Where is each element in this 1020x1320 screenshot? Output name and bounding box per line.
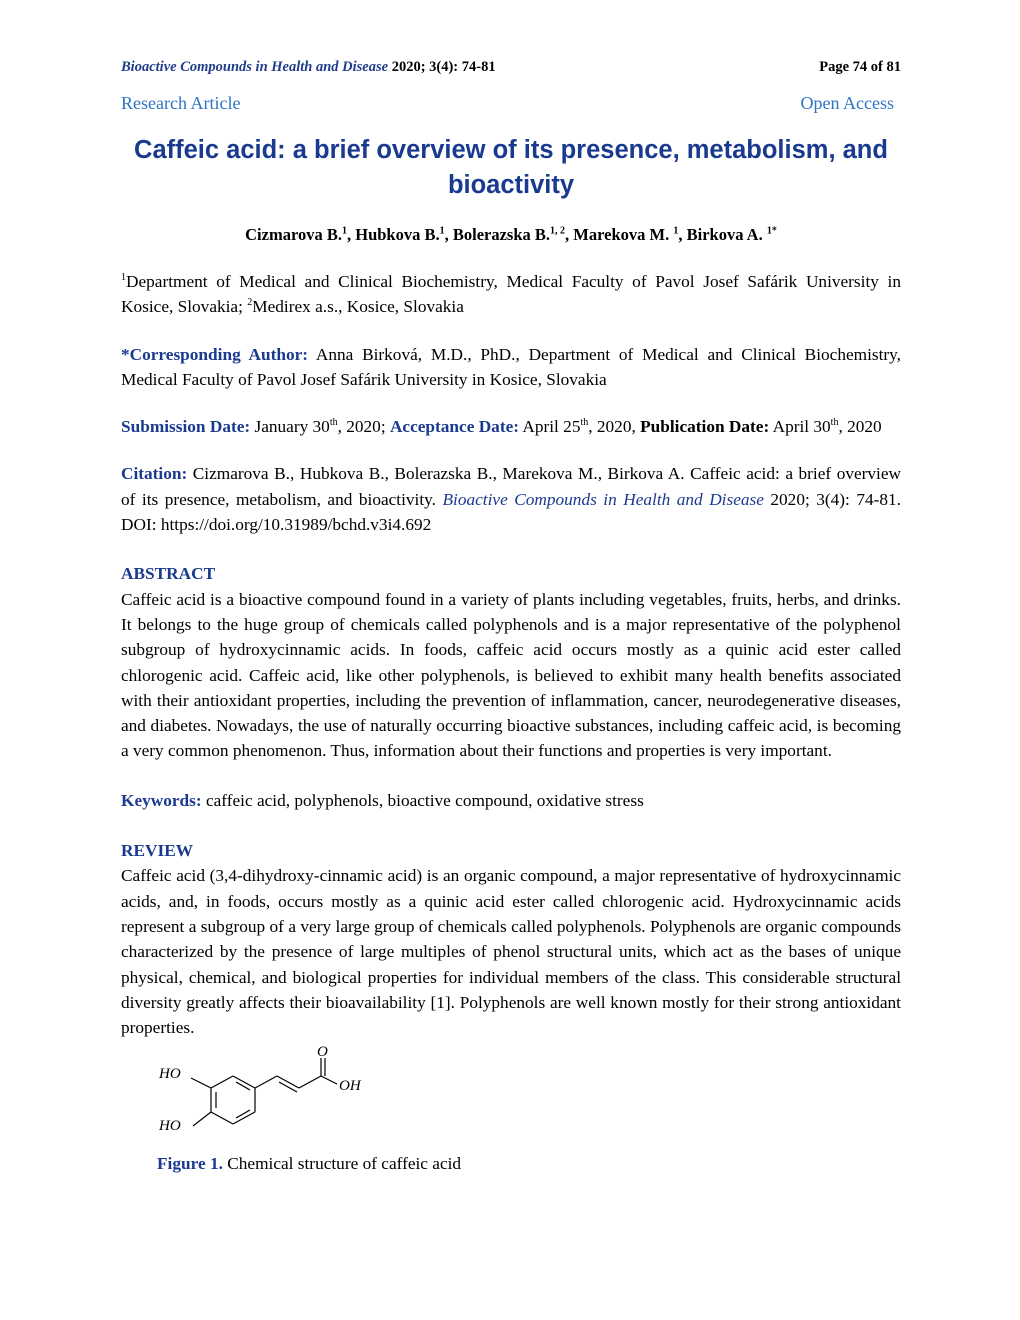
atom-label-oh: OH [339,1078,361,1095]
running-header [121,58,901,76]
review-text: Caffeic acid (3,4-dihydroxy-cinnamic acid) is an organic compound, a major representative of hydroxycinnamic acids, and, in foods, occurs mostly as a quinic acid ester called chlorogenic acid. Hydroxycinnamic acids represent a subgroup of a very large group of chemicals called polyphenols. Polyphenols are organic compounds characterized by the presence of large multiples of phenol structural units, which act as the bases of unique physical, chemical, and biological properties for individual members of the class. This considerable structural diversity greatly affects their bioavailability [1]. Polyphenols are well known mostly for their strong antioxidant properties. [121,866,901,1038]
author: Birkova A. [686,225,767,244]
figure-caption [157,1152,461,1176]
citation-journal: Bioactive Compounds in Health and Disease [442,489,764,509]
corresponding-text: Anna Birková, M.D., PhD., Department of Medical and Clinical Biochemistry, Medical Faculty of Pavol Josef Safárik University in Kosice, Slovakia [121,344,901,389]
citation-label: Citation: [121,464,188,484]
journal-citation [121,58,496,76]
open-access-label: Open Access [800,93,894,113]
publication-year: , 2020 [838,417,882,437]
acceptance-label: Acceptance Date: [389,417,520,437]
article-meta-row [121,92,901,114]
submission-year: , 2020; [337,417,390,437]
submission-label: Submission Date: [121,417,251,437]
title-line-2: bioactivity [447,171,575,199]
acceptance-date: April 25 [519,417,581,437]
atom-label-ho-top: HO [159,1066,181,1083]
affiliation-2: Medirex a.s., Kosice, Slovakia [252,297,464,317]
author: Hubkova B. [355,225,440,244]
citation-text: Cizmarova B., Hubkova B., Bolerazska B., Marekova M., Birkova A. Caffeic acid: a brief overview of its presence, metabolism, and bioactivity. [121,464,901,509]
figure-1 [121,1044,901,1174]
ordinal-suffix: th [329,417,338,429]
affiliation-1: Department of Medical and Clinical Biochemistry, Medical Faculty of Pavol Josef Safárik University in Kosice, Slovakia; [121,272,901,317]
author-affiliation: 1, 2 [550,225,566,237]
figure-caption-text: Chemical structure of caffeic acid [222,1154,462,1174]
page-number: Page 74 of 81 [819,59,901,75]
figure-label: Figure 1. [157,1154,223,1174]
article-type: Research Article [121,93,241,113]
article-title [121,133,901,203]
ordinal-suffix: th [580,417,589,429]
abstract-text: Caffeic acid is a bioactive compound found in a variety of plants including vegetables, fruits, herbs, and drinks. It belongs to the huge group of chemicals called polyphenols and is a major representative of the polyphenol subgroup of hydroxycinnamic acids. In foods, caffeic acid occurs mostly as a quinic acid ester called chlorogenic acid. Caffeic acid, like other polyphenols, is believed to exhibit many health benefits associated with their antioxidant properties, including the prevention of inflammation, cancer, neurodegenerative diseases, and diabetes. Nowadays, the use of naturally occurring bioactive substances, including caffeic acid, is becoming a very common phenomenon. Thus, information about their functions and properties is very important. [121,589,901,761]
publication-date: April 30 [769,417,831,437]
abstract-section [121,561,901,763]
keywords [121,788,901,813]
review-section [121,838,901,1040]
corresponding-author [121,342,901,393]
affiliation-marker: 2 [247,297,253,309]
publication-label: Publication Date: [640,417,770,437]
atom-label-o: O [317,1044,328,1061]
review-heading: REVIEW [121,841,194,861]
page [121,58,901,1173]
corresponding-label: *Corresponding Author: [121,344,309,364]
title-line-1: Caffeic acid: a brief overview of its presence, metabolism, and [134,136,888,164]
author: Cizmarova B. [245,225,342,244]
author: Marekova M. [573,225,674,244]
author-list: Cizmarova B.$^1$, Hubkova B.$^1$, Bolerazska B.$^{1, 2}$, Marekova M. $^1$, Birkova A. $^{1*}$ [245,225,777,244]
journal-name: Bioactive Compounds in Health and Disease [121,59,389,75]
acceptance-year: , 2020, [588,417,641,437]
abstract-heading: ABSTRACT [121,564,216,584]
affiliations [121,269,901,320]
ordinal-suffix: th [830,417,839,429]
author-affiliation: 1* [766,225,777,237]
volume-info: 2020; 3(4): 74-81 [388,59,496,75]
dates [121,414,901,439]
submission-date: January 30 [250,417,330,437]
keywords-text: caffeic acid, polyphenols, bioactive compound, oxidative stress [201,790,644,810]
citation-rest: 2020; 3(4): 74-81. DOI: https://doi.org/10.31989/bchd.v3i4.692 [121,489,901,535]
keywords-label: Keywords: [121,790,202,810]
citation [121,461,901,537]
author-affiliation: 1 [673,225,679,237]
author-affiliation: 1 [342,225,347,237]
author-affiliation: 1 [439,225,445,237]
author: Bolerazska B. [452,225,551,244]
affiliation-marker: 1 [121,272,126,284]
atom-label-ho-bottom: HO [159,1118,181,1135]
